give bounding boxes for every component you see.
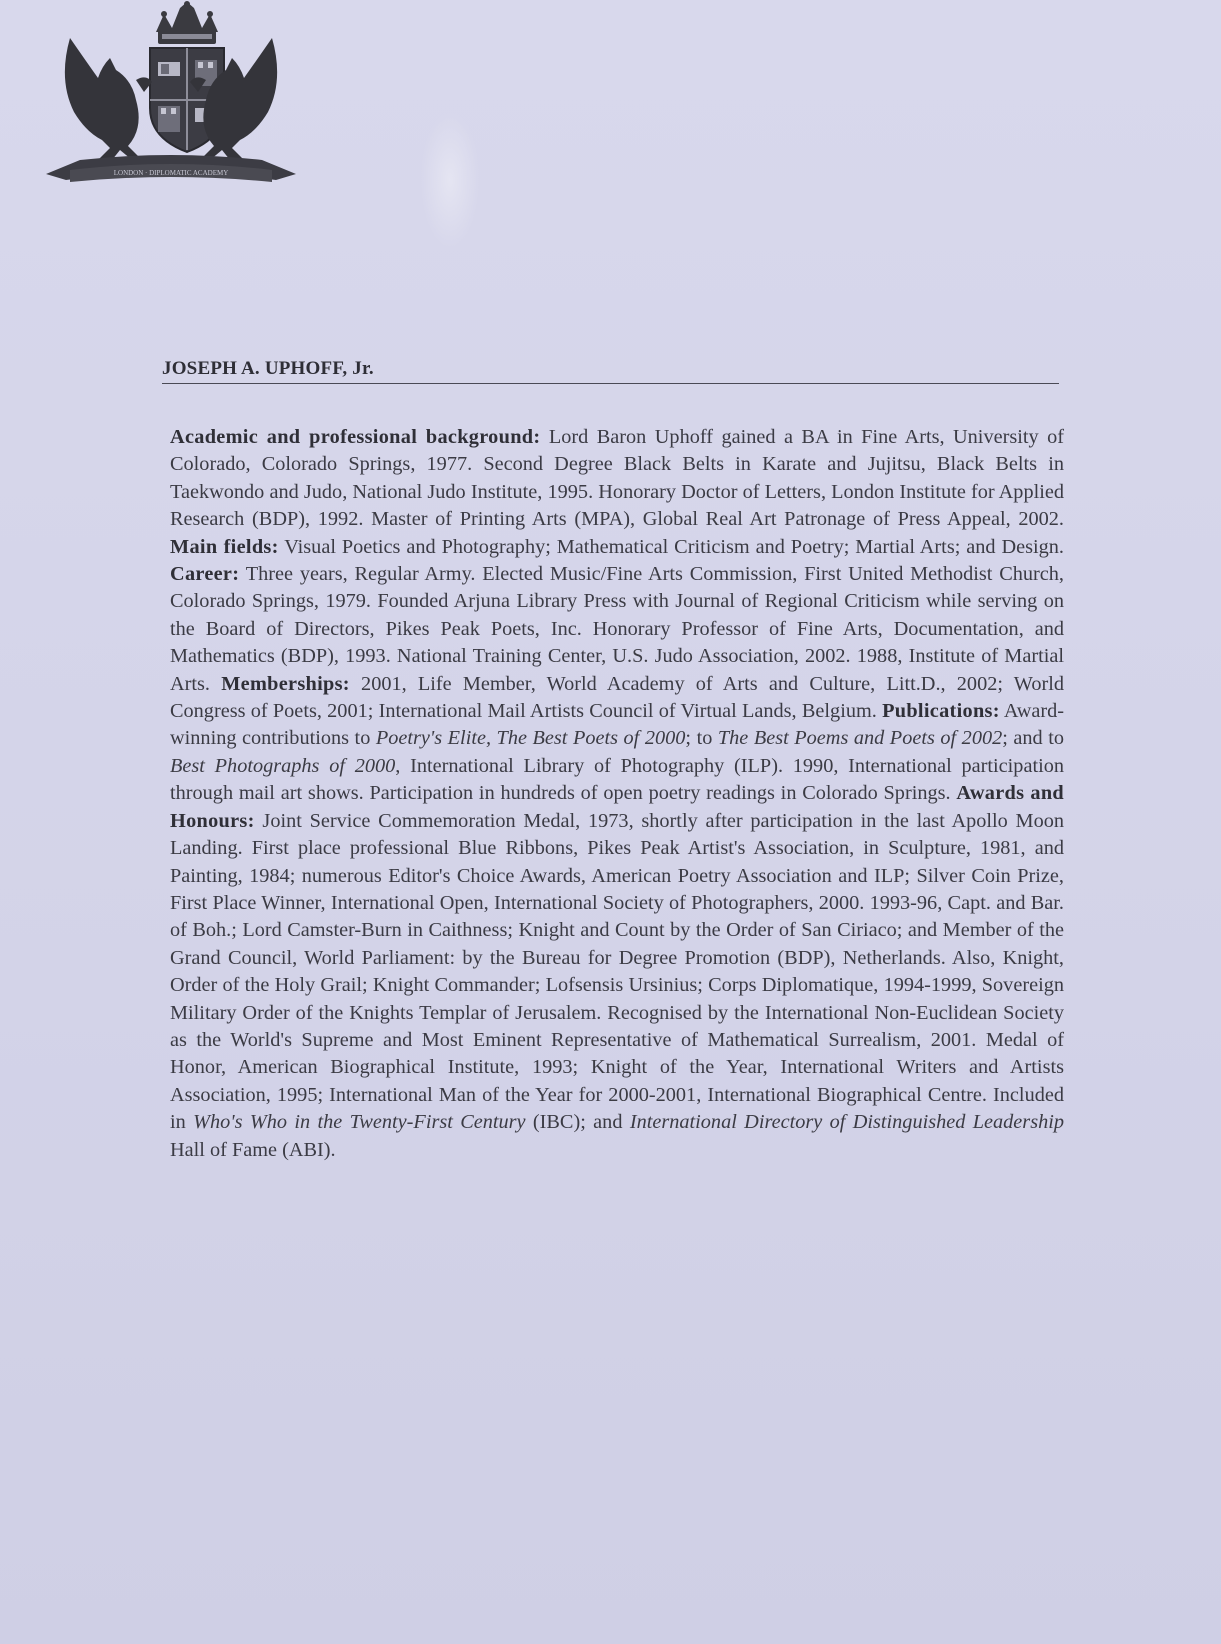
awards-text-2: (IBC); and	[525, 1111, 630, 1134]
paper-smudge	[420, 110, 480, 250]
publications-title-2: The Best Poems and Poets of 2002	[717, 727, 1003, 750]
person-name: JOSEPH A. UPHOFF, Jr.	[162, 358, 374, 379]
career-text: Three years, Regular Army. Elected Music/Fine Arts Commission, First United Methodist Church, Colorado Springs, 1979. Founded Arjuna Library Press with Journal of Regional Criticism while serving on the Board of Directors, Pikes Peak Poets, Inc. Honorary Professor of Fine Arts, Documentation, and Mathematics (BDP), 1993. National Training Center, U.S. Judo Association, 2002. 1988, Institute of Martial Arts.	[170, 563, 1064, 695]
biography-paragraph	[170, 424, 1064, 1164]
awards-title-2: International Directory of Distinguished Leadership	[629, 1111, 1064, 1134]
fields-label: Main fields:	[170, 535, 279, 558]
awards-text-1: Joint Service Commemoration Medal, 1973, shortly after participation in the last Apollo Moon Landing. First place professional Blue Ribbons, Pikes Peak Artist's Association, in Sculpture, 1981, and Painting, 1984; numerous Editor's Choice Awards, American Poetry Association and ILP; Silver Coin Prize, First Place Winner, International Open, International Society of Photographers, 2000. 1993-96, Capt. and Bar. of Boh.; Lord Camster-Burn in Caithness; Knight and Count by the Order of San Ciriaco; and Member of the Grand Council, World Parliament: by the Bureau for Degree Promotion (BDP), Netherlands. Also, Knight, Order of the Holy Grail; Knight Commander; Lofsensis Ursinius; Corps Diplomatique, 1994-1999, Sovereign Military Order of the Knights Templar of Jerusalem. Recognised by the International Non-Euclidean Society as the World's Supreme and Most Eminent Representative of Mathematical Surrealism, 2001. Medal of Honor, American Biographical Institute, 1993; Knight of the Year, International Writers and Artists Association, 1995; International Man of the Year for 2000-2001, International Biographical Centre. Included in	[170, 809, 1064, 1134]
career-label: Career:	[170, 563, 240, 586]
publications-title-3: Best Photographs of 2000	[170, 754, 396, 777]
svg-text:LONDON · DIPLOMATIC ACADEMY: LONDON · DIPLOMATIC ACADEMY	[113, 169, 229, 177]
publications-title-1: Poetry's Elite, The Best Poets of 2000	[375, 727, 686, 750]
publications-label: Publications:	[882, 700, 1000, 723]
publications-text-1: Award-winning contributions to	[170, 700, 1065, 750]
awards-label: Awards and Honours:	[170, 782, 1064, 832]
academic-label: Academic and professional background:	[170, 426, 541, 448]
memberships-text: 2001, Life Member, World Academy of Arts and Culture, Litt.D., 2002; World Congress of Poets, 2001; International Mail Artists Council of Virtual Lands, Belgium.	[170, 672, 1064, 723]
publications-text-2: ; to	[685, 727, 718, 750]
awards-title-1: Who's Who in the Twenty-First Century	[193, 1111, 526, 1134]
fields-text: Visual Poetics and Photography; Mathematical Criticism and Poetry; Martial Arts; and Design.	[278, 535, 1064, 558]
name-heading	[162, 358, 1059, 384]
publications-text-3: ; and to	[1002, 727, 1064, 750]
awards-text-3: Hall of Fame (ABI).	[170, 1138, 336, 1161]
heraldic-crest-icon	[40, 0, 302, 205]
publications-text-4: , International Library of Photography (ILP). 1990, International participation through mail art shows. Participation in hundreds of open poetry readings in Colorado Springs.	[170, 754, 1064, 805]
memberships-label: Memberships:	[221, 672, 350, 695]
academic-text: Lord Baron Uphoff gained a BA in Fine Arts, University of Colorado, Colorado Springs, 1977. Second Degree Black Belts in Karate and Jujitsu, Black Belts in Taekwondo and Judo, National Judo Institute, 1995. Honorary Doctor of Letters, London Institute for Applied Research (BDP), 1992. Master of Printing Arts (MPA), Global Real Art Patronage of Press Appeal, 2002.	[170, 426, 1064, 531]
